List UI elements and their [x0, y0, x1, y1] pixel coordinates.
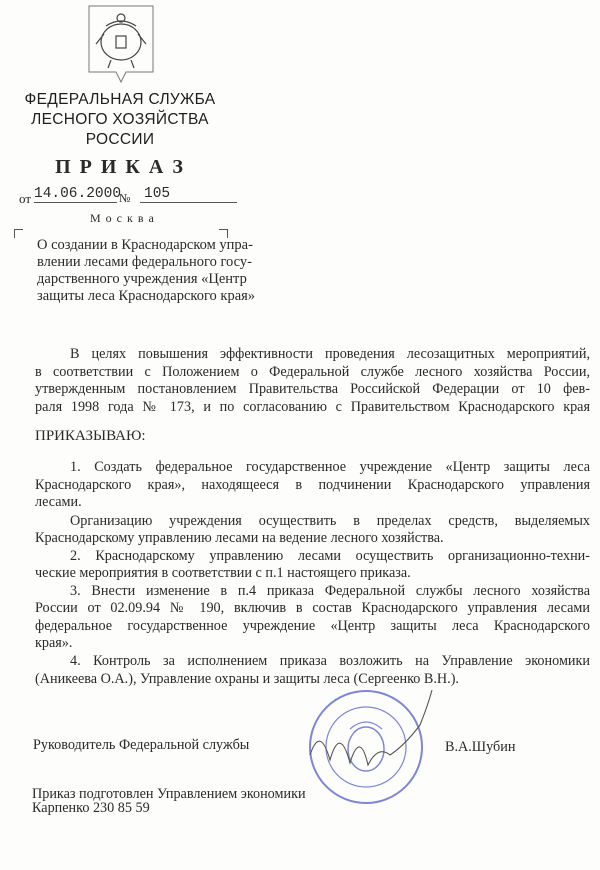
signatory-position: Руководитель Федеральной службы — [33, 737, 250, 753]
date-prefix: от — [19, 191, 32, 206]
document-type: П Р И К А З — [55, 156, 185, 178]
number-prefix: № — [119, 191, 131, 205]
org-name-line: ФЕДЕРАЛЬНАЯ СЛУЖБА — [24, 91, 216, 108]
prepared-by: Приказ подготовлен Управлением экономики — [32, 786, 306, 802]
corner-mark — [14, 229, 23, 238]
official-stamp — [300, 685, 450, 810]
item-line: края». — [35, 635, 73, 651]
signatory-name: В.А.Шубин — [445, 739, 516, 755]
contact: Карпенко 230 85 59 — [32, 800, 150, 816]
item-line: 2. Краснодарскому управлению лесами осуществить организационно-техни- — [70, 548, 590, 564]
preamble-line: утвержденным постановлением Правительства Российской Федерации от 10 фев- — [35, 381, 590, 397]
preamble-line: В целях повышения эффективности проведения лесозащитных мероприятий, — [70, 346, 590, 362]
org-name-line: ЛЕСНОГО ХОЗЯЙСТВА — [31, 111, 209, 128]
preamble-line: в соответствии с Положением о Федеральной службе лесного хозяйства России, — [35, 364, 590, 380]
item-line: России от 02.09.94 № 190, включив в состав Краснодарского управления лесами — [35, 600, 590, 616]
item-line: 4. Контроль за исполнением приказа возложить на Управление экономики — [70, 653, 590, 669]
item-line: 3. Внести изменение в п.4 приказа Федеральной службы лесного хозяйства — [70, 583, 590, 599]
item-line: Краснодарскому управлению лесами на ведение лесного хозяйства. — [35, 530, 444, 546]
title-line: дарственного учреждения «Центр — [37, 271, 247, 287]
order-date: 14.06.2000 — [34, 186, 122, 202]
item-line: ческие мероприятия в соответствии с п.1 настоящего приказа. — [35, 565, 411, 581]
item-line: (Аникеева О.А.), Управление охраны и защиты леса (Сергеенко В.Н.). — [35, 671, 459, 687]
item-line: федеральное государственное учреждение «Центр защиты леса Краснодарского — [35, 618, 590, 634]
city: М о с к в а — [90, 211, 155, 225]
item-line: Организацию учреждения осуществить в пределах средств, выделяемых — [70, 513, 590, 529]
order-word: ПРИКАЗЫВАЮ: — [35, 428, 146, 444]
item-line: лесами. — [35, 494, 82, 510]
title-line: О создании в Краснодарском упра- — [37, 237, 253, 253]
title-line: защиты леса Краснодарского края» — [37, 288, 256, 304]
title-line: влении лесами федерального госу- — [37, 254, 252, 270]
order-number: 105 — [140, 186, 237, 203]
item-line: Краснодарского края», находящееся в подчинении Краснодарского управления — [35, 477, 590, 493]
preamble-line: раля 1998 года № 173, и по согласованию с Правительством Краснодарского края — [35, 399, 590, 415]
item-line: 1. Создать федеральное государственное учреждение «Центр защиты леса — [70, 459, 590, 475]
org-name-line: РОССИИ — [85, 131, 155, 148]
coat-of-arms-emblem — [86, 4, 158, 86]
